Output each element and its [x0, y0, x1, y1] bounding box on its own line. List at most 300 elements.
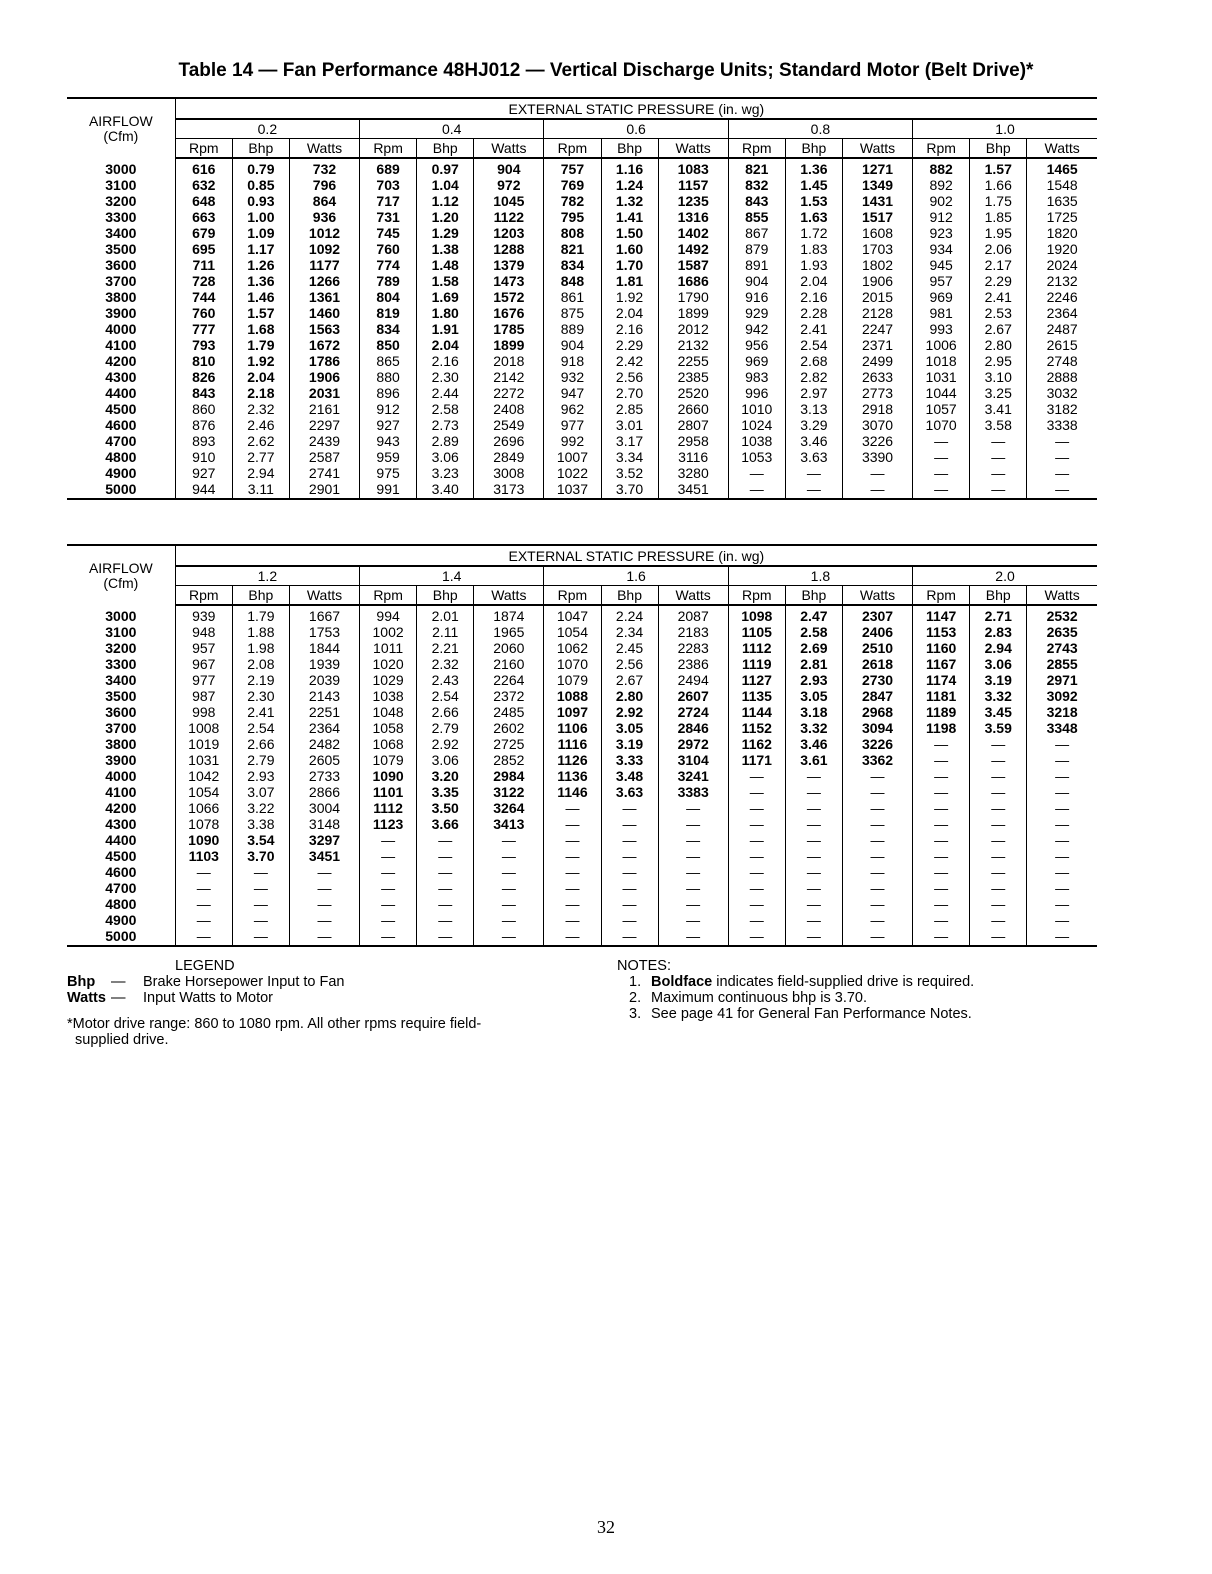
table-cell: 1361 [289, 289, 359, 305]
table-cell: 2.04 [232, 369, 289, 385]
table-cell: 3241 [658, 768, 728, 784]
table-cell: 728 [175, 273, 232, 289]
table-cell: — [1027, 896, 1097, 912]
table-cell: — [913, 449, 970, 465]
table-row [67, 784, 1097, 800]
table-cell: 2142 [474, 369, 544, 385]
table-cell: 2024 [1027, 257, 1097, 273]
table-cell: — [842, 832, 912, 848]
table-cell: 1844 [289, 640, 359, 656]
table-cell: 2.92 [417, 736, 474, 752]
table-cell: 1048 [360, 704, 417, 720]
table-cell: 2.30 [232, 688, 289, 704]
table-cell: 2.01 [417, 605, 474, 624]
table-cell: 679 [175, 225, 232, 241]
airflow-cell: 4200 [105, 800, 137, 816]
table-cell: — [289, 864, 359, 880]
table-cell: 2.79 [417, 720, 474, 736]
table-cell: 1002 [360, 624, 417, 640]
table-cell: 1786 [289, 353, 359, 369]
table-cell: 2807 [658, 417, 728, 433]
table-cell: 795 [544, 209, 601, 225]
table-cell: — [785, 816, 842, 832]
table-cell: 2633 [842, 369, 912, 385]
table-cell: 1.92 [232, 353, 289, 369]
table-cell: 2.80 [601, 688, 658, 704]
table-row [67, 656, 1097, 672]
table-cell: 2.92 [601, 704, 658, 720]
table-cell: 981 [913, 305, 970, 321]
airflow-cell: 4400 [105, 832, 137, 848]
table-cell: 2.54 [785, 337, 842, 353]
table-row [67, 624, 1097, 640]
table-cell: 1079 [360, 752, 417, 768]
table-cell: 2087 [658, 605, 728, 624]
table-cell: — [913, 896, 970, 912]
table-cell: — [232, 864, 289, 880]
table-cell: 962 [544, 401, 601, 417]
table-cell: 1.91 [417, 321, 474, 337]
table-cell: 3.52 [601, 465, 658, 481]
table-cell: — [728, 896, 785, 912]
table-cell: 1820 [1027, 225, 1097, 241]
table-cell: 1098 [728, 605, 785, 624]
table-cell: 2.82 [785, 369, 842, 385]
table-cell: — [913, 928, 970, 946]
table-cell: 717 [360, 193, 417, 209]
table-cell: 2.71 [970, 605, 1027, 624]
table-cell: 808 [544, 225, 601, 241]
table-cell: — [970, 800, 1027, 816]
table-cell: 782 [544, 193, 601, 209]
table-cell: 0.97 [417, 158, 474, 177]
table-cell: 1171 [728, 752, 785, 768]
table-cell: 1.66 [970, 177, 1027, 193]
table-cell: 1.24 [601, 177, 658, 193]
table-cell: 3.35 [417, 784, 474, 800]
table-cell: 744 [175, 289, 232, 305]
table-cell: — [658, 800, 728, 816]
table-cell: — [728, 832, 785, 848]
table-cell: — [842, 848, 912, 864]
table-row [67, 337, 1097, 353]
table-cell: 855 [728, 209, 785, 225]
table-cell: 2132 [1027, 273, 1097, 289]
table-cell: 1.00 [232, 209, 289, 225]
table-cell: 1146 [544, 784, 601, 800]
table-cell: — [658, 896, 728, 912]
table-cell: 956 [728, 337, 785, 353]
table-cell: 1.26 [232, 257, 289, 273]
motor-footnote-continued: supplied drive. [75, 1032, 169, 1048]
table-cell: — [474, 928, 544, 946]
table-cell: 1177 [289, 257, 359, 273]
table-cell: 2.93 [232, 768, 289, 784]
table-cell: 1066 [175, 800, 232, 816]
table-cell: 2.32 [417, 656, 474, 672]
table-cell: 2549 [474, 417, 544, 433]
table-cell: 1465 [1027, 158, 1097, 177]
table-cell: 3.70 [232, 848, 289, 864]
airflow-cell: 3100 [105, 177, 137, 193]
table-cell: 2532 [1027, 605, 1097, 624]
table-cell: — [601, 880, 658, 896]
page-number: 32 [597, 1517, 615, 1537]
airflow-cell: 3000 [105, 607, 137, 624]
table-cell: — [913, 481, 970, 499]
legend-dash: — [111, 974, 126, 990]
table-cell: 3.25 [970, 385, 1027, 401]
table-cell: 2.94 [970, 640, 1027, 656]
table-cell: 936 [289, 209, 359, 225]
table-cell: 3226 [842, 736, 912, 752]
table-cell: 3004 [289, 800, 359, 816]
table-cell: 972 [474, 177, 544, 193]
table-cell: 3116 [658, 449, 728, 465]
notes [617, 958, 1097, 1022]
table-cell: 1090 [175, 832, 232, 848]
legend-text: Brake Horsepower Input to Fan [143, 974, 345, 990]
column-header: Rpm [360, 139, 417, 159]
table-cell: 2773 [842, 385, 912, 401]
table-cell: — [913, 880, 970, 896]
table-cell: 3.34 [601, 449, 658, 465]
table-row [67, 465, 1097, 481]
fan-performance-table-high-pressure [67, 544, 1097, 947]
table-cell: 3297 [289, 832, 359, 848]
table-cell: 1097 [544, 704, 601, 720]
table-cell: 3.41 [970, 401, 1027, 417]
table-cell: 1006 [913, 337, 970, 353]
table-cell: 3.18 [785, 704, 842, 720]
airflow-cell: 3400 [105, 672, 137, 688]
legend-item [67, 974, 587, 990]
pressure-header: 0.6 [544, 119, 728, 139]
table-cell: 1.36 [232, 273, 289, 289]
table-cell: 1038 [728, 433, 785, 449]
table-cell: 2364 [289, 720, 359, 736]
table-cell: 1.46 [232, 289, 289, 305]
table-cell: — [913, 864, 970, 880]
table-cell: 1906 [842, 273, 912, 289]
table-cell: 3.22 [232, 800, 289, 816]
table-cell: — [601, 928, 658, 946]
table-cell: 1083 [658, 158, 728, 177]
table-cell: 3.23 [417, 465, 474, 481]
table-cell: 1.81 [601, 273, 658, 289]
table-row [67, 832, 1097, 848]
table-cell: 3413 [474, 816, 544, 832]
table-cell: — [1027, 864, 1097, 880]
table-row [67, 289, 1097, 305]
table-cell: 2.16 [785, 289, 842, 305]
table-cell: — [544, 896, 601, 912]
note-item [617, 1006, 1097, 1022]
table-cell: — [970, 864, 1027, 880]
table-cell: 2.45 [601, 640, 658, 656]
table-cell: — [785, 848, 842, 864]
table-cell: — [842, 768, 912, 784]
table-cell: — [601, 816, 658, 832]
table-cell: 1785 [474, 321, 544, 337]
table-row [67, 417, 1097, 433]
airflow-cell: 4100 [105, 337, 137, 353]
table-cell: — [417, 864, 474, 880]
table-cell: — [785, 800, 842, 816]
column-header: Rpm [175, 586, 232, 606]
table-cell: 3280 [658, 465, 728, 481]
table-cell: — [785, 912, 842, 928]
table-cell: — [785, 864, 842, 880]
column-header: Watts [474, 139, 544, 159]
airflow-cell: 4400 [105, 385, 137, 401]
table-cell: 1011 [360, 640, 417, 656]
table-cell: — [842, 481, 912, 499]
table-cell: 689 [360, 158, 417, 177]
column-header: Bhp [785, 586, 842, 606]
column-header: Rpm [913, 586, 970, 606]
table-cell: — [913, 848, 970, 864]
table-cell: 2.83 [970, 624, 1027, 640]
table-cell: 1122 [474, 209, 544, 225]
airflow-cell: 3700 [105, 720, 137, 736]
table-cell: 889 [544, 321, 601, 337]
table-cell: 1.16 [601, 158, 658, 177]
table-cell: 1029 [360, 672, 417, 688]
table-cell: 2247 [842, 321, 912, 337]
table-cell: 1062 [544, 640, 601, 656]
table-cell: 1939 [289, 656, 359, 672]
table-cell: 1147 [913, 605, 970, 624]
table-cell: 1079 [544, 672, 601, 688]
table-cell: — [970, 896, 1027, 912]
table-cell: — [658, 928, 728, 946]
table-cell: 2406 [842, 624, 912, 640]
table-cell: 1127 [728, 672, 785, 688]
airflow-cell: 4900 [105, 912, 137, 928]
table-cell: — [913, 784, 970, 800]
table-cell: — [601, 864, 658, 880]
table-cell: 904 [728, 273, 785, 289]
table-row [67, 800, 1097, 816]
table-cell: — [785, 832, 842, 848]
table-cell: — [417, 848, 474, 864]
table-cell: 2846 [658, 720, 728, 736]
table-cell: 1037 [544, 481, 601, 499]
airflow-cell: 4000 [105, 321, 137, 337]
table-cell: 1103 [175, 848, 232, 864]
table-cell: 793 [175, 337, 232, 353]
pressure-header: 1.6 [544, 566, 728, 586]
table-cell: 2918 [842, 401, 912, 417]
table-cell: 2.46 [232, 417, 289, 433]
table-cell: 3348 [1027, 720, 1097, 736]
table-row [67, 177, 1097, 193]
table-cell: 3008 [474, 465, 544, 481]
table-row [67, 816, 1097, 832]
table-cell: — [970, 752, 1027, 768]
table-cell: 1031 [913, 369, 970, 385]
table-cell: — [601, 912, 658, 928]
pressure-header: 1.8 [728, 566, 912, 586]
table-row [67, 880, 1097, 896]
table-cell: 2364 [1027, 305, 1097, 321]
table-cell: 2.93 [785, 672, 842, 688]
legend-dash: — [111, 990, 126, 1006]
airflow-cell: 4700 [105, 880, 137, 896]
table-cell: 2.67 [601, 672, 658, 688]
table-cell: — [360, 864, 417, 880]
table-cell: 2.21 [417, 640, 474, 656]
table-cell: — [360, 880, 417, 896]
column-header: Bhp [785, 139, 842, 159]
table-row [67, 385, 1097, 401]
table-cell: 2852 [474, 752, 544, 768]
table-cell: 2.58 [785, 624, 842, 640]
airflow-cell: 3300 [105, 209, 137, 225]
table-cell: 2.04 [417, 337, 474, 353]
table-cell: 2.30 [417, 369, 474, 385]
table-cell: 3.20 [417, 768, 474, 784]
table-cell: — [842, 928, 912, 946]
table-cell: 3.46 [785, 736, 842, 752]
table-cell: 2.41 [232, 704, 289, 720]
table-cell: 1.53 [785, 193, 842, 209]
table-row [67, 433, 1097, 449]
table-cell: 1288 [474, 241, 544, 257]
table-row [67, 672, 1097, 688]
table-cell: 1.58 [417, 273, 474, 289]
table-cell: — [785, 768, 842, 784]
table-cell: 2968 [842, 704, 912, 720]
table-cell: 848 [544, 273, 601, 289]
table-cell: 3148 [289, 816, 359, 832]
table-cell: 2494 [658, 672, 728, 688]
table-cell: 2371 [842, 337, 912, 353]
table-cell: — [913, 433, 970, 449]
table-cell: 0.93 [232, 193, 289, 209]
table-cell: 916 [728, 289, 785, 305]
table-cell: 2615 [1027, 337, 1097, 353]
table-cell: 2733 [289, 768, 359, 784]
legend-item [67, 990, 587, 1006]
table-cell: 2520 [658, 385, 728, 401]
table-cell: — [970, 449, 1027, 465]
table-cell: 1.29 [417, 225, 474, 241]
table-cell: 944 [175, 481, 232, 499]
table-cell: — [970, 832, 1027, 848]
table-cell: — [970, 928, 1027, 946]
table-cell: 3.45 [970, 704, 1027, 720]
table-cell: — [1027, 832, 1097, 848]
table-cell: — [1027, 433, 1097, 449]
table-cell: 703 [360, 177, 417, 193]
table-cell: 3.17 [601, 433, 658, 449]
table-cell: 1.79 [232, 337, 289, 353]
table-cell: 1.50 [601, 225, 658, 241]
table-cell: 1.79 [232, 605, 289, 624]
table-cell: 1038 [360, 688, 417, 704]
table-cell: 1725 [1027, 209, 1097, 225]
table-cell: 1181 [913, 688, 970, 704]
table-cell: 1054 [544, 624, 601, 640]
table-cell: 2.62 [232, 433, 289, 449]
table-cell: — [1027, 880, 1097, 896]
airflow-cell: 3200 [105, 193, 137, 209]
table-cell: 2607 [658, 688, 728, 704]
table-cell: 1152 [728, 720, 785, 736]
table-cell: — [658, 832, 728, 848]
pressure-header: 1.0 [913, 119, 1097, 139]
table-cell: — [970, 816, 1027, 832]
table-cell: — [1027, 928, 1097, 946]
table-cell: 1007 [544, 449, 601, 465]
table-cell: 2018 [474, 353, 544, 369]
table-cell: 2487 [1027, 321, 1097, 337]
table-cell: 1174 [913, 672, 970, 688]
table-cell: 2499 [842, 353, 912, 369]
table-cell: — [913, 800, 970, 816]
note-boldface-term: Boldface [651, 974, 713, 990]
table-cell: 994 [360, 605, 417, 624]
table-cell: 923 [913, 225, 970, 241]
table-cell: 2.41 [785, 321, 842, 337]
table-row [67, 688, 1097, 704]
table-row [67, 752, 1097, 768]
table-cell: 1189 [913, 704, 970, 720]
table-cell: — [728, 768, 785, 784]
table-row [67, 305, 1097, 321]
column-header: Bhp [601, 586, 658, 606]
table-cell: — [913, 768, 970, 784]
table-row [67, 768, 1097, 784]
table-cell: 947 [544, 385, 601, 401]
table-cell: — [601, 896, 658, 912]
table-cell: 3182 [1027, 401, 1097, 417]
table-cell: 2.04 [601, 305, 658, 321]
table-cell: 1899 [658, 305, 728, 321]
table-cell: 3.06 [970, 656, 1027, 672]
table-cell: 3.46 [785, 433, 842, 449]
table-cell: 896 [360, 385, 417, 401]
table-cell: 1563 [289, 321, 359, 337]
table-cell: — [1027, 768, 1097, 784]
table-cell: — [175, 896, 232, 912]
airflow-cell: 3200 [105, 640, 137, 656]
table-cell: 860 [175, 401, 232, 417]
table-cell: — [658, 864, 728, 880]
table-cell: 760 [360, 241, 417, 257]
table-cell: — [175, 864, 232, 880]
table-cell: — [728, 912, 785, 928]
table-row [67, 912, 1097, 928]
table-cell: — [913, 465, 970, 481]
table-cell: 1920 [1027, 241, 1097, 257]
table-cell: — [970, 768, 1027, 784]
table-cell: 1044 [913, 385, 970, 401]
table-cell: — [728, 465, 785, 481]
table-cell: — [232, 896, 289, 912]
table-row [67, 605, 1097, 624]
table-cell: 1105 [728, 624, 785, 640]
table-cell: 977 [544, 417, 601, 433]
table-cell: 1790 [658, 289, 728, 305]
table-cell: 2.56 [601, 656, 658, 672]
table-cell: 2958 [658, 433, 728, 449]
table-cell: — [417, 912, 474, 928]
table-cell: 1874 [474, 605, 544, 624]
table-cell: 2.24 [601, 605, 658, 624]
